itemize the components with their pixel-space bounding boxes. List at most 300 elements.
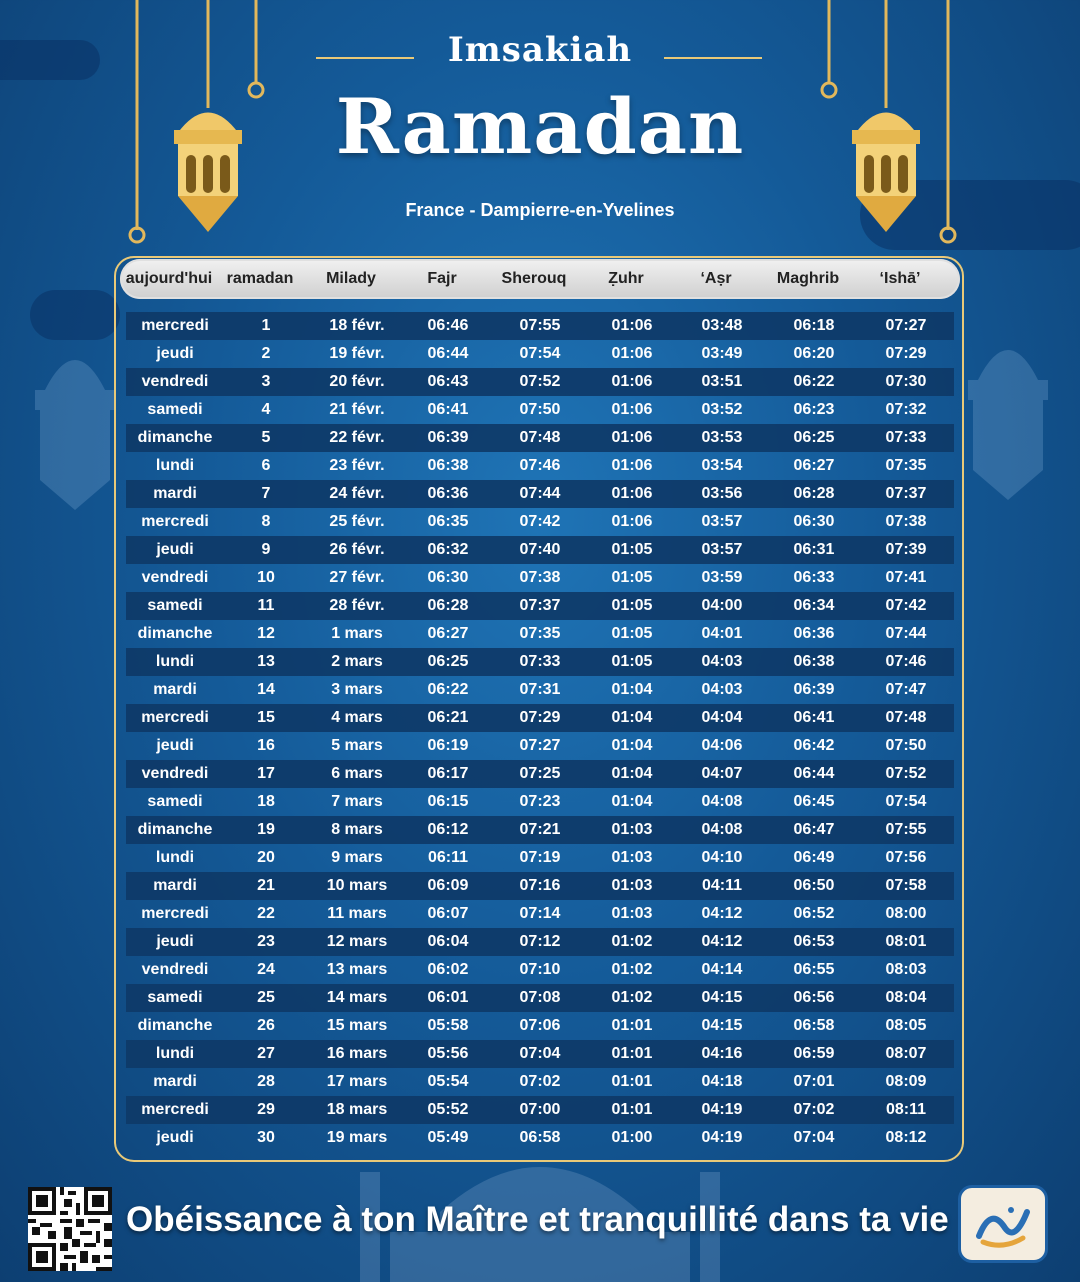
cell-isha: 07:32	[885, 401, 927, 418]
cell-sherouq: 07:02	[519, 1073, 561, 1090]
cell-isha: 08:03	[885, 961, 927, 978]
table-row	[126, 1096, 954, 1124]
cell-sherouq: 07:44	[519, 485, 561, 502]
cell-ramadan-day: 17	[257, 765, 275, 782]
cell-isha: 07:42	[885, 597, 927, 614]
table-row	[126, 900, 954, 928]
cell-zuhr: 01:06	[611, 429, 653, 446]
cell-asr: 04:15	[701, 1017, 743, 1034]
cell-zuhr: 01:06	[611, 345, 653, 362]
cell-milady-date: 16 mars	[326, 1045, 388, 1062]
cell-milady-date: 24 févr.	[329, 485, 385, 502]
cell-maghrib: 06:41	[793, 709, 835, 726]
table-row	[126, 872, 954, 900]
cell-zuhr: 01:03	[611, 905, 653, 922]
cell-zuhr: 01:06	[611, 401, 653, 418]
schedule-table-body	[126, 312, 954, 1152]
cell-zuhr: 01:03	[611, 821, 653, 838]
cell-milady-date: 14 mars	[326, 989, 388, 1006]
cell-fajr: 06:44	[427, 345, 469, 362]
cell-zuhr: 01:01	[611, 1101, 653, 1118]
cell-isha: 07:39	[885, 541, 927, 558]
cell-asr: 03:53	[701, 429, 743, 446]
cell-day: dimanche	[137, 821, 213, 838]
column-header-isha: ʻIshāʼ	[879, 270, 921, 287]
cell-fajr: 06:32	[427, 541, 469, 558]
cell-fajr: 06:43	[427, 373, 469, 390]
cell-milady-date: 2 mars	[331, 653, 383, 670]
cell-day: vendredi	[141, 961, 209, 978]
cell-zuhr: 01:04	[611, 793, 653, 810]
table-row	[126, 1068, 954, 1096]
cell-day: mardi	[153, 1073, 197, 1090]
column-header-sherouq: Sherouq	[501, 270, 567, 287]
cell-fajr: 06:30	[427, 569, 469, 586]
cell-day: mercredi	[141, 709, 209, 726]
cell-fajr: 06:04	[427, 933, 469, 950]
cell-milady-date: 28 févr.	[329, 597, 385, 614]
cell-zuhr: 01:05	[611, 625, 653, 642]
cell-zuhr: 01:05	[611, 597, 653, 614]
cell-maghrib: 06:53	[793, 933, 835, 950]
cell-day: lundi	[155, 1045, 195, 1062]
cell-milady-date: 19 mars	[326, 1129, 388, 1146]
cell-maghrib: 06:52	[793, 905, 835, 922]
table-row	[126, 396, 954, 424]
cell-day: dimanche	[137, 625, 213, 642]
cell-sherouq: 07:42	[519, 513, 561, 530]
cell-milady-date: 7 mars	[331, 793, 383, 810]
cell-day: lundi	[155, 457, 195, 474]
cell-isha: 07:56	[885, 849, 927, 866]
cell-zuhr: 01:02	[611, 961, 653, 978]
cell-milady-date: 13 mars	[326, 961, 388, 978]
cell-day: jeudi	[156, 345, 194, 362]
cell-maghrib: 06:56	[793, 989, 835, 1006]
cell-milady-date: 11 mars	[327, 905, 387, 922]
cell-zuhr: 01:02	[611, 989, 653, 1006]
cell-asr: 04:01	[701, 625, 743, 642]
cell-sherouq: 07:00	[519, 1101, 561, 1118]
cell-milady-date: 4 mars	[331, 709, 383, 726]
cell-sherouq: 07:21	[519, 821, 561, 838]
cell-asr: 04:19	[701, 1101, 743, 1118]
cell-zuhr: 01:05	[611, 541, 653, 558]
cell-ramadan-day: 2	[261, 345, 271, 362]
table-row	[126, 760, 954, 788]
table-row	[126, 956, 954, 984]
cell-ramadan-day: 27	[257, 1045, 275, 1062]
cell-isha: 07:30	[885, 373, 927, 390]
cell-milady-date: 22 févr.	[329, 429, 385, 446]
cell-isha: 07:33	[885, 429, 927, 446]
cell-ramadan-day: 21	[257, 877, 275, 894]
cell-ramadan-day: 15	[257, 709, 275, 726]
cell-sherouq: 07:25	[519, 765, 561, 782]
table-row	[126, 676, 954, 704]
cell-maghrib: 06:31	[793, 541, 835, 558]
cell-asr: 03:57	[701, 541, 743, 558]
cell-day: mardi	[153, 485, 197, 502]
cell-maghrib: 06:20	[793, 345, 835, 362]
cell-ramadan-day: 3	[261, 373, 271, 390]
cell-day: lundi	[155, 653, 195, 670]
cell-maghrib: 06:18	[793, 317, 835, 334]
cell-zuhr: 01:03	[611, 877, 653, 894]
cell-fajr: 06:27	[427, 625, 469, 642]
cell-asr: 03:54	[701, 457, 743, 474]
table-row	[126, 312, 954, 340]
table-row	[126, 648, 954, 676]
cell-milady-date: 18 févr.	[329, 317, 385, 334]
cell-milady-date: 10 mars	[326, 877, 388, 894]
cell-isha: 07:44	[885, 625, 927, 642]
cell-maghrib: 06:50	[793, 877, 835, 894]
cell-ramadan-day: 19	[257, 821, 275, 838]
cell-maghrib: 06:45	[793, 793, 835, 810]
table-row	[126, 788, 954, 816]
cell-asr: 03:56	[701, 485, 743, 502]
cell-sherouq: 07:12	[519, 933, 561, 950]
cell-day: vendredi	[141, 373, 209, 390]
cell-fajr: 05:54	[427, 1073, 469, 1090]
cell-fajr: 06:02	[427, 961, 469, 978]
cell-maghrib: 06:49	[793, 849, 835, 866]
cell-fajr: 06:41	[427, 401, 469, 418]
cell-asr: 03:48	[701, 317, 743, 334]
page-title: Ramadan	[335, 82, 745, 171]
cell-sherouq: 07:38	[519, 569, 561, 586]
cell-milady-date: 8 mars	[331, 821, 383, 838]
cell-sherouq: 07:37	[519, 597, 561, 614]
cell-sherouq: 07:10	[519, 961, 561, 978]
cell-isha: 07:46	[885, 653, 927, 670]
cell-sherouq: 07:16	[519, 877, 561, 894]
cell-sherouq: 07:50	[519, 401, 561, 418]
cell-sherouq: 07:04	[519, 1045, 561, 1062]
cell-ramadan-day: 26	[257, 1017, 275, 1034]
cell-ramadan-day: 5	[261, 429, 271, 446]
cell-day: mercredi	[141, 905, 209, 922]
cell-sherouq: 07:31	[519, 681, 561, 698]
cell-ramadan-day: 7	[261, 485, 271, 502]
cell-zuhr: 01:01	[611, 1045, 653, 1062]
cell-zuhr: 01:04	[611, 737, 653, 754]
cell-zuhr: 01:03	[611, 849, 653, 866]
cell-ramadan-day: 13	[257, 653, 275, 670]
slogan-text: Obéissance à ton Maître et tranquillité dans ta vie	[126, 1200, 949, 1239]
cell-sherouq: 07:35	[519, 625, 561, 642]
table-row	[126, 592, 954, 620]
cell-maghrib: 06:28	[793, 485, 835, 502]
cell-ramadan-day: 29	[257, 1101, 275, 1118]
column-header-milady: Milady	[326, 270, 376, 287]
cell-milady-date: 17 mars	[326, 1073, 388, 1090]
cell-sherouq: 07:23	[519, 793, 561, 810]
cell-fajr: 06:01	[427, 989, 469, 1006]
cell-maghrib: 06:25	[793, 429, 835, 446]
column-header-ramadan: ramadan	[226, 270, 294, 287]
cell-isha: 07:38	[885, 513, 927, 530]
cell-milady-date: 23 févr.	[329, 457, 385, 474]
cell-milady-date: 18 mars	[326, 1101, 388, 1118]
cell-maghrib: 06:55	[793, 961, 835, 978]
location-label: France - Dampierre-en-Yvelines	[405, 200, 675, 220]
cell-maghrib: 06:39	[793, 681, 835, 698]
cell-isha: 07:52	[885, 765, 927, 782]
cell-asr: 03:57	[701, 513, 743, 530]
cell-ramadan-day: 14	[257, 681, 275, 698]
cell-fajr: 06:38	[427, 457, 469, 474]
cell-asr: 03:52	[701, 401, 743, 418]
cell-fajr: 06:09	[427, 877, 469, 894]
column-header-zuhr: Ẓuhr	[608, 270, 644, 287]
cell-asr: 04:03	[701, 681, 743, 698]
cell-zuhr: 01:06	[611, 317, 653, 334]
cell-sherouq: 07:06	[519, 1017, 561, 1034]
cell-milady-date: 3 mars	[331, 681, 383, 698]
table-row	[126, 508, 954, 536]
table-row	[126, 480, 954, 508]
cell-asr: 04:14	[701, 961, 743, 978]
cell-milady-date: 12 mars	[326, 933, 388, 950]
cell-sherouq: 07:52	[519, 373, 561, 390]
cell-zuhr: 01:06	[611, 513, 653, 530]
cell-milady-date: 26 févr.	[329, 541, 385, 558]
cell-fajr: 06:36	[427, 485, 469, 502]
cell-day: vendredi	[141, 765, 209, 782]
cell-maghrib: 06:42	[793, 737, 835, 754]
column-header-maghrib: Maghrib	[776, 270, 840, 287]
cell-isha: 07:37	[885, 485, 927, 502]
cell-asr: 04:16	[701, 1045, 743, 1062]
cell-day: mercredi	[141, 317, 209, 334]
cell-maghrib: 07:04	[793, 1129, 835, 1146]
table-row	[126, 340, 954, 368]
cell-ramadan-day: 30	[257, 1129, 275, 1146]
cell-day: samedi	[147, 401, 203, 418]
cell-ramadan-day: 1	[261, 317, 271, 334]
cell-sherouq: 07:08	[519, 989, 561, 1006]
schedule-table-header	[120, 259, 960, 299]
cell-asr: 04:08	[701, 821, 743, 838]
cell-maghrib: 06:44	[793, 765, 835, 782]
cell-fajr: 06:35	[427, 513, 469, 530]
cell-day: mercredi	[141, 1101, 209, 1118]
cell-zuhr: 01:01	[611, 1073, 653, 1090]
table-row	[126, 536, 954, 564]
cell-ramadan-day: 11	[257, 597, 275, 614]
cell-maghrib: 06:30	[793, 513, 835, 530]
cell-zuhr: 01:05	[611, 569, 653, 586]
cell-asr: 04:12	[701, 905, 743, 922]
cell-fajr: 06:07	[427, 905, 469, 922]
cell-ramadan-day: 25	[257, 989, 275, 1006]
cell-day: jeudi	[156, 541, 194, 558]
cell-day: mercredi	[141, 513, 209, 530]
cell-maghrib: 06:23	[793, 401, 835, 418]
cell-day: samedi	[147, 793, 203, 810]
cell-sherouq: 07:19	[519, 849, 561, 866]
cell-day: jeudi	[156, 1129, 194, 1146]
table-row	[126, 564, 954, 592]
cell-ramadan-day: 8	[261, 513, 271, 530]
qr-code-icon[interactable]	[28, 1187, 112, 1271]
cell-milady-date: 25 févr.	[329, 513, 385, 530]
cell-isha: 07:29	[885, 345, 927, 362]
cell-asr: 04:19	[701, 1129, 743, 1146]
cell-maghrib: 06:36	[793, 625, 835, 642]
cell-milady-date: 19 févr.	[329, 345, 385, 362]
cell-zuhr: 01:04	[611, 709, 653, 726]
cell-day: samedi	[147, 989, 203, 1006]
cell-zuhr: 01:06	[611, 485, 653, 502]
cell-ramadan-day: 4	[261, 401, 271, 418]
cell-sherouq: 07:27	[519, 737, 561, 754]
cell-asr: 04:12	[701, 933, 743, 950]
table-row	[126, 984, 954, 1012]
cell-isha: 07:50	[885, 737, 927, 754]
cell-milady-date: 9 mars	[331, 849, 383, 866]
cell-sherouq: 07:29	[519, 709, 561, 726]
cell-asr: 04:08	[701, 793, 743, 810]
cell-maghrib: 06:34	[793, 597, 835, 614]
cell-fajr: 06:22	[427, 681, 469, 698]
cell-maghrib: 06:59	[793, 1045, 835, 1062]
cell-sherouq: 06:58	[519, 1129, 561, 1146]
cell-milady-date: 6 mars	[331, 765, 383, 782]
cell-fajr: 06:12	[427, 821, 469, 838]
cell-isha: 08:11	[885, 1101, 927, 1118]
table-row	[126, 1012, 954, 1040]
cell-fajr: 06:15	[427, 793, 469, 810]
cell-ramadan-day: 28	[257, 1073, 275, 1090]
cell-ramadan-day: 16	[257, 737, 275, 754]
cell-zuhr: 01:06	[611, 457, 653, 474]
cell-isha: 07:35	[885, 457, 927, 474]
cell-asr: 04:07	[701, 765, 743, 782]
cell-asr: 04:06	[701, 737, 743, 754]
cell-fajr: 06:39	[427, 429, 469, 446]
cell-day: dimanche	[137, 1017, 213, 1034]
table-row	[126, 732, 954, 760]
cell-zuhr: 01:05	[611, 653, 653, 670]
cell-milady-date: 27 févr.	[329, 569, 385, 586]
cell-zuhr: 01:06	[611, 373, 653, 390]
cell-day: dimanche	[137, 429, 213, 446]
page-subtitle: Imsakiah	[447, 30, 633, 70]
cell-ramadan-day: 9	[261, 541, 271, 558]
cell-sherouq: 07:54	[519, 345, 561, 362]
cell-fajr: 06:17	[427, 765, 469, 782]
cell-isha: 08:01	[885, 933, 927, 950]
cell-isha: 08:04	[885, 989, 927, 1006]
cell-isha: 07:55	[885, 821, 927, 838]
cell-fajr: 05:52	[427, 1101, 469, 1118]
cell-day: samedi	[147, 597, 203, 614]
cell-fajr: 05:58	[427, 1017, 469, 1034]
column-header-fajr: Fajr	[427, 270, 457, 287]
cell-milady-date: 20 févr.	[329, 373, 385, 390]
cell-isha: 08:07	[885, 1045, 927, 1062]
app-logo-icon[interactable]	[958, 1185, 1048, 1263]
cell-ramadan-day: 22	[257, 905, 275, 922]
cell-zuhr: 01:02	[611, 933, 653, 950]
cell-sherouq: 07:40	[519, 541, 561, 558]
cell-maghrib: 07:01	[793, 1073, 835, 1090]
cell-fajr: 05:49	[427, 1129, 469, 1146]
cell-zuhr: 01:01	[611, 1017, 653, 1034]
cell-sherouq: 07:46	[519, 457, 561, 474]
column-header-asr: ʻAṣr	[700, 270, 732, 287]
cell-asr: 04:18	[701, 1073, 743, 1090]
cell-ramadan-day: 23	[257, 933, 275, 950]
cell-isha: 07:58	[885, 877, 927, 894]
table-row	[126, 424, 954, 452]
cell-isha: 08:09	[885, 1073, 927, 1090]
cell-fajr: 06:46	[427, 317, 469, 334]
cell-day: mardi	[153, 877, 197, 894]
table-row	[126, 928, 954, 956]
cell-fajr: 06:21	[427, 709, 469, 726]
table-row	[126, 704, 954, 732]
cell-zuhr: 01:04	[611, 765, 653, 782]
cell-milady-date: 5 mars	[331, 737, 383, 754]
cell-maghrib: 06:47	[793, 821, 835, 838]
cell-fajr: 06:28	[427, 597, 469, 614]
cell-ramadan-day: 24	[257, 961, 275, 978]
table-row	[126, 620, 954, 648]
cell-isha: 07:27	[885, 317, 927, 334]
table-row	[126, 1124, 954, 1152]
cell-day: mardi	[153, 681, 197, 698]
cell-fajr: 05:56	[427, 1045, 469, 1062]
cell-ramadan-day: 6	[261, 457, 271, 474]
cell-isha: 08:12	[885, 1129, 927, 1146]
cell-fajr: 06:25	[427, 653, 469, 670]
table-row	[126, 844, 954, 872]
cell-day: lundi	[155, 849, 195, 866]
cell-ramadan-day: 10	[257, 569, 275, 586]
cell-milady-date: 15 mars	[326, 1017, 388, 1034]
cell-isha: 08:05	[885, 1017, 927, 1034]
table-row	[126, 368, 954, 396]
table-row	[126, 452, 954, 480]
cell-maghrib: 06:22	[793, 373, 835, 390]
cell-day: jeudi	[156, 737, 194, 754]
cell-isha: 07:48	[885, 709, 927, 726]
cell-zuhr: 01:04	[611, 681, 653, 698]
column-header-day: aujourd'hui	[125, 270, 213, 287]
cell-maghrib: 06:38	[793, 653, 835, 670]
cell-sherouq: 07:14	[519, 905, 561, 922]
cell-asr: 04:11	[701, 877, 743, 894]
cell-isha: 07:54	[885, 793, 927, 810]
cell-maghrib: 06:27	[793, 457, 835, 474]
cell-maghrib: 07:02	[793, 1101, 835, 1118]
cell-fajr: 06:11	[427, 849, 469, 866]
cell-maghrib: 06:58	[793, 1017, 835, 1034]
cell-asr: 03:49	[701, 345, 743, 362]
cell-isha: 07:47	[885, 681, 927, 698]
table-row	[126, 816, 954, 844]
cell-day: jeudi	[156, 933, 194, 950]
cell-asr: 04:10	[701, 849, 743, 866]
cell-milady-date: 21 févr.	[329, 401, 385, 418]
cell-asr: 03:59	[701, 569, 743, 586]
cell-ramadan-day: 12	[257, 625, 275, 642]
table-row	[126, 1040, 954, 1068]
